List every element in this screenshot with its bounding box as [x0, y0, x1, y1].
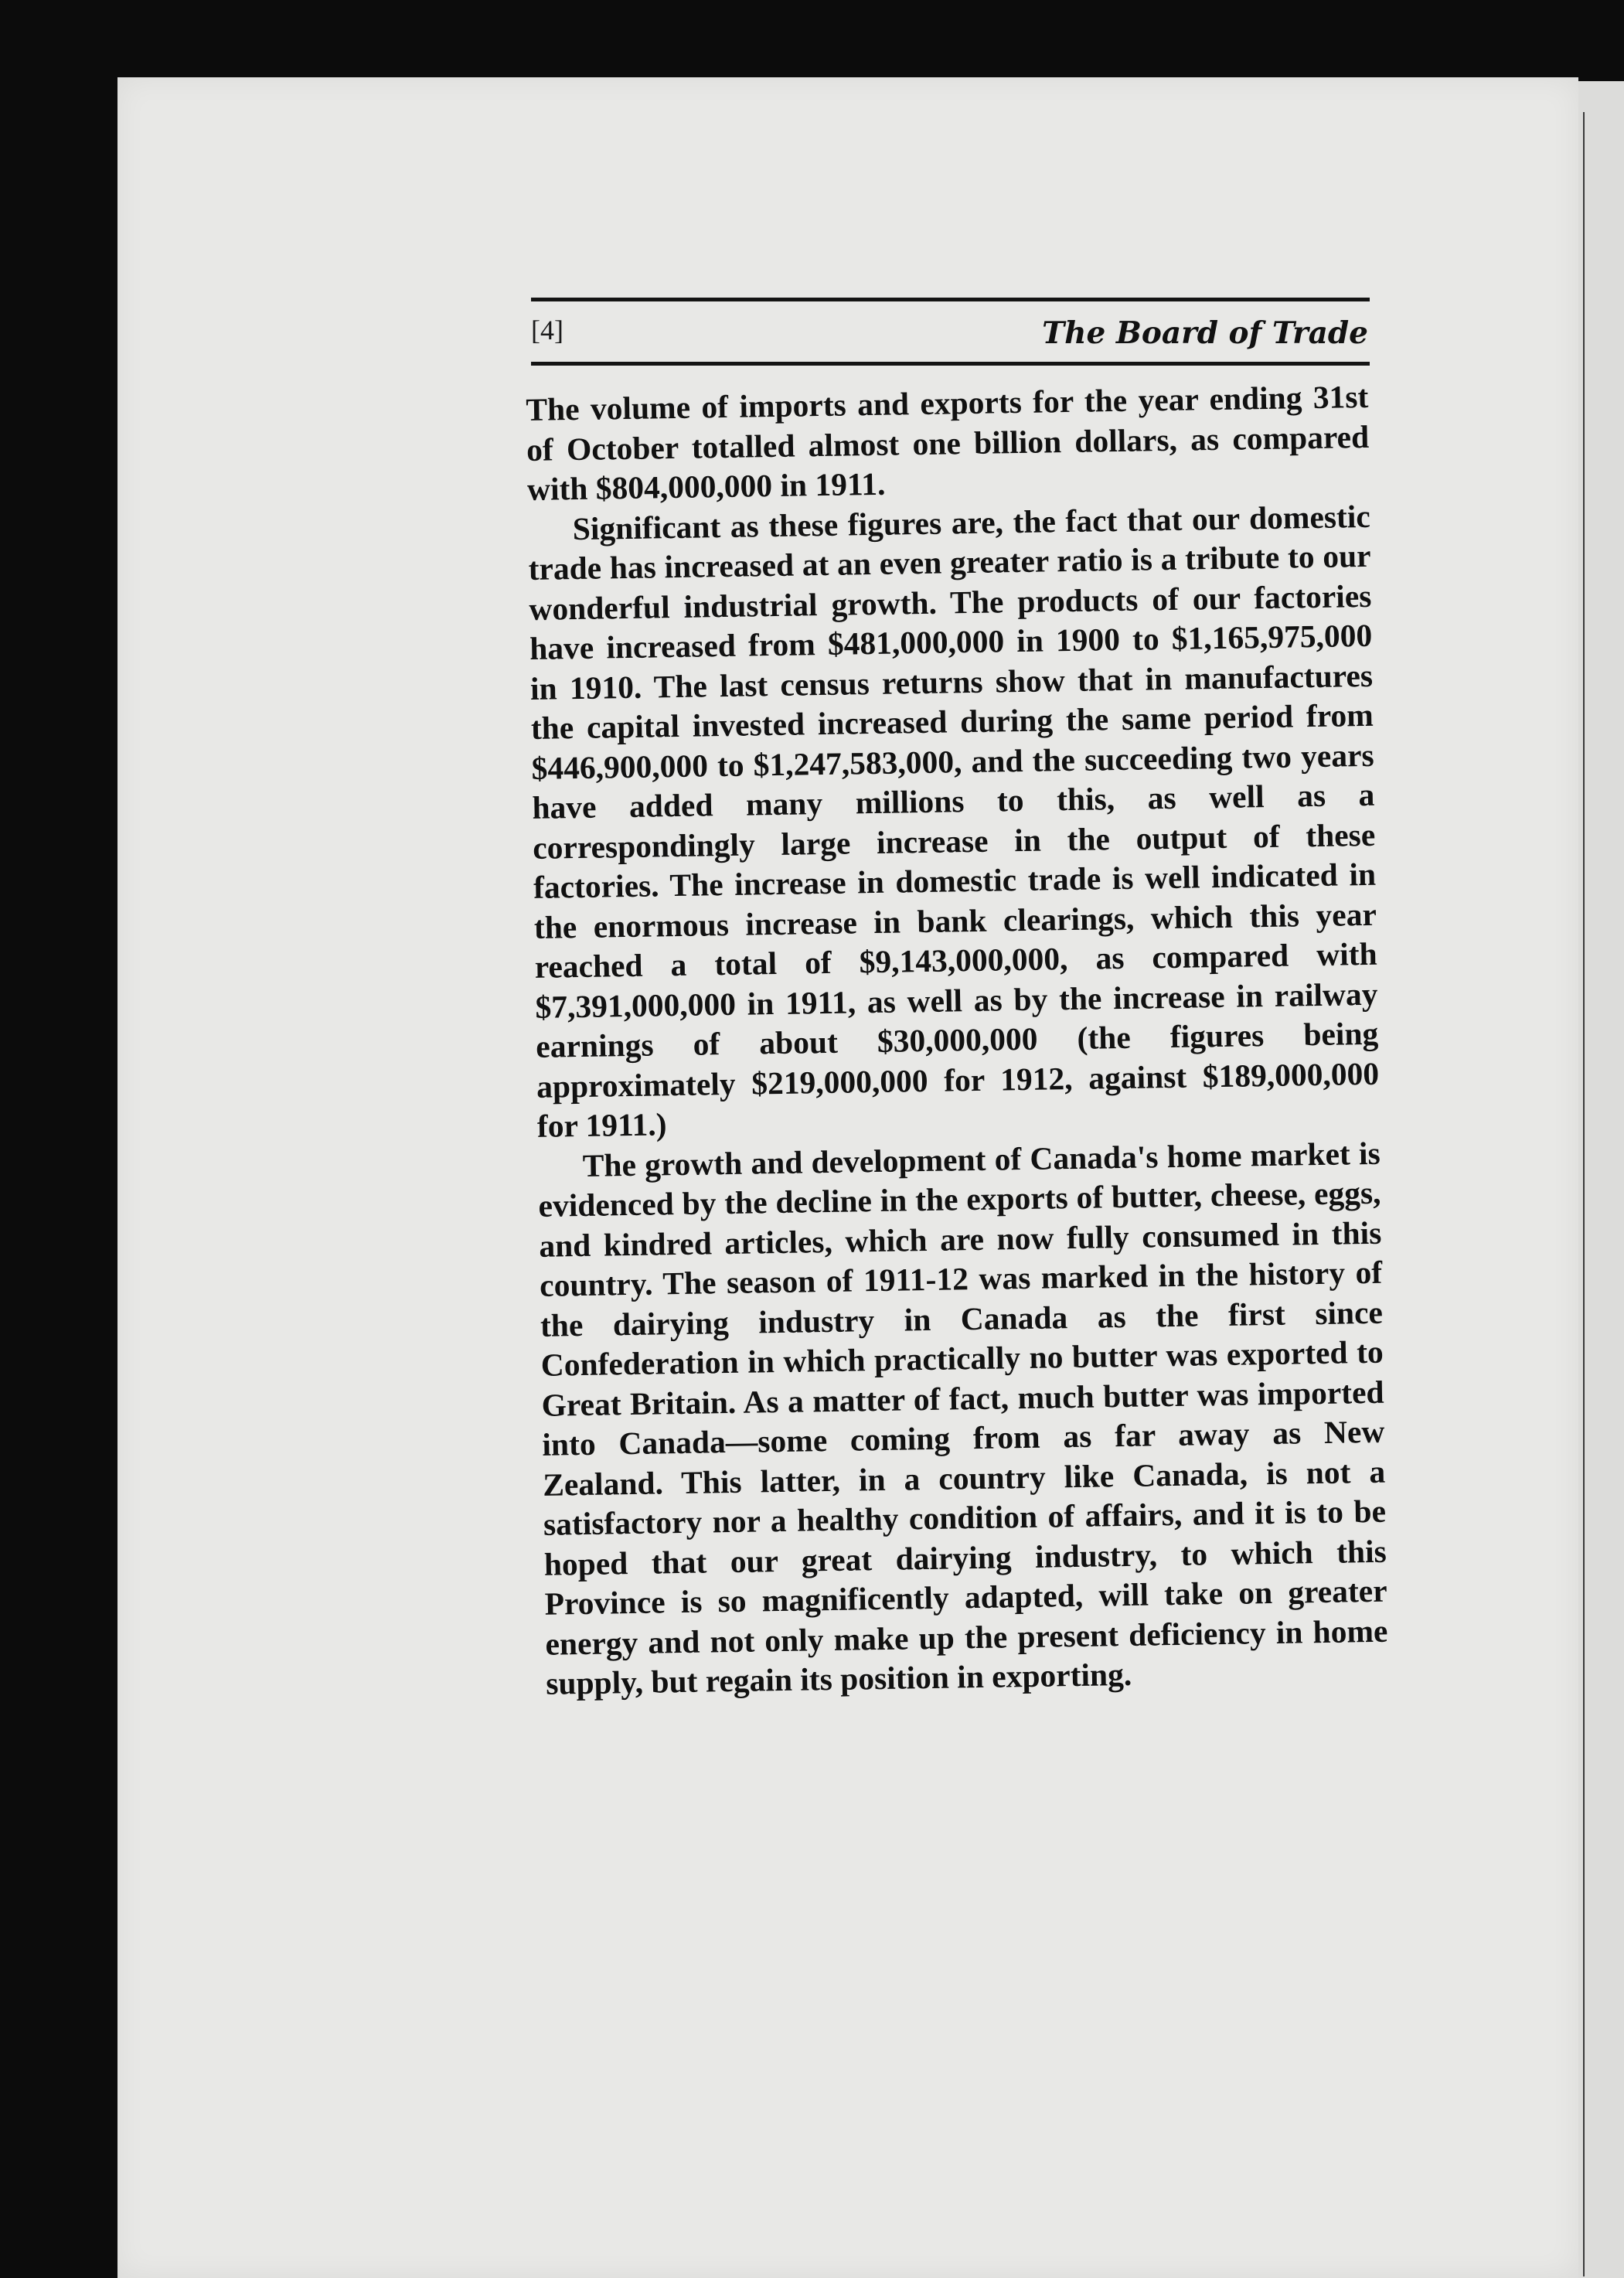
paragraph-2: Significant as these figures are, the fact that our domestic trade has increased at an even greater ratio is a tribute to our wonderful industrial growth. The products of our factories have increased from $481,000,000 in 1900 to $1,165,975,000 in 1910. The last census returns show that in manufactures the capital invested increased during the same period from $446,900,000 to $1,247,583,000, and the succeeding two years have added many millions to this, as well as a correspondingly large increase in the output of these factories. The increase in domestic trade is well indicated in the enormous increase in bank clearings, which this year reached a total of $9,143,000,000, as compared with $7,391,000,000 in 1911, as well as by the increase in railway earnings of about $30,000,000 (the figures being approximately $219,000,000 for 1912, against $189,000,000 for 1911.) [528, 498, 1380, 1144]
paragraph-3: The growth and development of Canada's home market is evidenced by the decline in the exports of butter, cheese, eggs, and kindred articles, which are now fully consumed in this country. The season of 1911-12 was marked in the history of the dairying industry in Canada as the first since Confederation in which practically no butter was exported to Great Britain. As a matter of fact, much butter was imported into Canada—some coming from as far away as New Zealand. This latter, in a country like Canada, is not a satisfactory nor a healthy condition of affairs, and it is to be hoped that our great dairying industry, to which this Province is so magnificently adapted, will take on greater energy and not only make up the present deficiency in home supply, but regain its position in exporting. [538, 1135, 1388, 1701]
facing-page-edge [1578, 81, 1624, 2278]
body-text [526, 377, 1389, 1704]
page-number: [4] [531, 315, 563, 346]
running-header [531, 298, 1370, 366]
running-title: The Board of Trade [1042, 315, 1368, 351]
paragraph-1: The volume of imports and exports for the year ending 31st of October totalled almost one billion dollars, as compared with $804,000,000 in 1911. [526, 378, 1370, 507]
page-gutter-line [1583, 112, 1585, 2276]
